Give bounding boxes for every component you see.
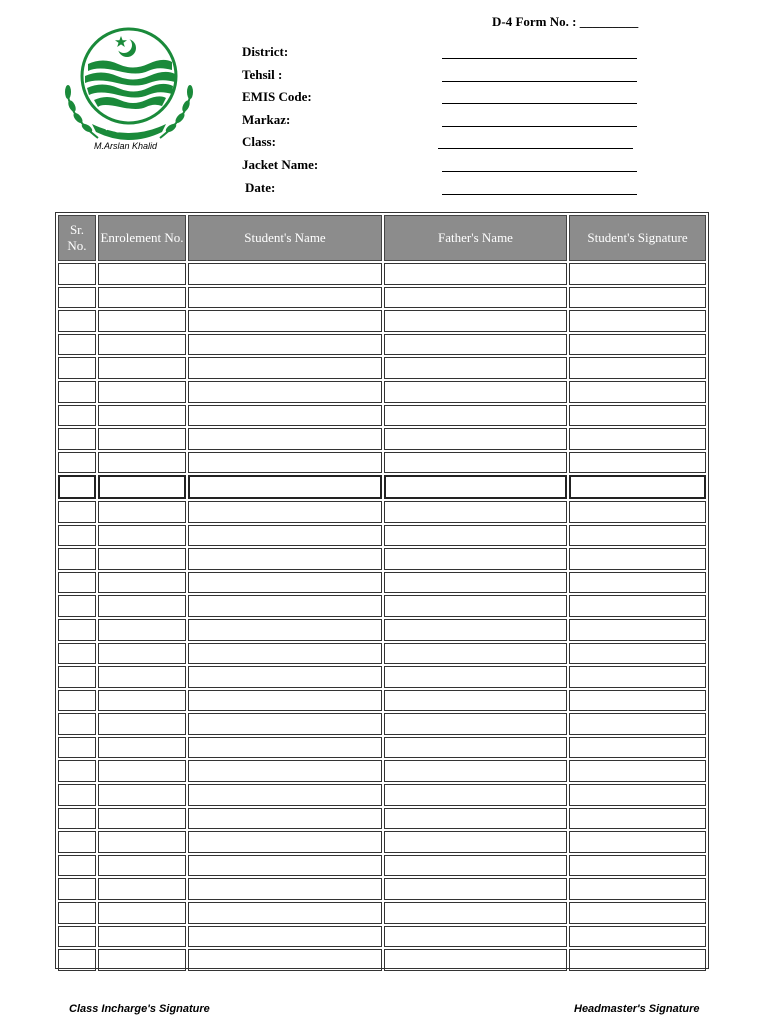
table-cell[interactable] [188, 357, 382, 379]
table-cell[interactable] [384, 949, 567, 971]
table-cell[interactable] [569, 334, 706, 356]
table-cell[interactable] [384, 310, 567, 332]
tehsil-blank[interactable] [442, 67, 637, 82]
markaz-label: Markaz: [242, 111, 291, 127]
table-cell[interactable] [58, 643, 96, 665]
author-caption: M.Arslan Khalid [94, 141, 158, 151]
table-cell[interactable] [98, 902, 186, 924]
table-cell[interactable] [188, 428, 382, 450]
table-cell[interactable] [58, 452, 96, 474]
table-cell[interactable] [188, 310, 382, 332]
header-student-name: Student's Name [188, 215, 382, 261]
table-row [58, 525, 706, 547]
table-row [58, 713, 706, 735]
table-cell[interactable] [384, 357, 567, 379]
table-cell[interactable] [569, 713, 706, 735]
table-cell[interactable] [98, 428, 186, 450]
table-cell[interactable] [188, 831, 382, 853]
table-cell[interactable] [188, 926, 382, 948]
table-cell[interactable] [384, 475, 567, 499]
school-info-fields [242, 44, 662, 202]
table-cell[interactable] [188, 713, 382, 735]
punjab-government-seal-icon [58, 26, 200, 156]
table-row [58, 690, 706, 712]
table-row [58, 357, 706, 379]
table-row [58, 475, 706, 499]
table-cell[interactable] [384, 287, 567, 309]
table-cell[interactable] [569, 310, 706, 332]
table-cell[interactable] [188, 902, 382, 924]
table-cell[interactable] [569, 525, 706, 547]
table-cell[interactable] [384, 572, 567, 594]
header-father-name: Father's Name [384, 215, 567, 261]
jacket-name-blank[interactable] [442, 157, 637, 172]
table-cell[interactable] [58, 926, 96, 948]
class-label: Class: [242, 134, 276, 150]
table-row [58, 760, 706, 782]
table-cell[interactable] [58, 405, 96, 427]
table-cell[interactable] [384, 760, 567, 782]
table-cell[interactable] [188, 475, 382, 499]
table-cell[interactable] [188, 287, 382, 309]
table-cell[interactable] [569, 572, 706, 594]
table-cell[interactable] [58, 784, 96, 806]
markaz-field [242, 112, 662, 135]
table-cell[interactable] [569, 760, 706, 782]
table-cell[interactable] [188, 784, 382, 806]
table-cell[interactable] [569, 619, 706, 641]
table-cell[interactable] [569, 428, 706, 450]
table-cell[interactable] [384, 713, 567, 735]
table-cell[interactable] [98, 784, 186, 806]
table-cell[interactable] [98, 525, 186, 547]
table-cell[interactable] [569, 784, 706, 806]
table-cell[interactable] [188, 572, 382, 594]
table-cell[interactable] [188, 878, 382, 900]
table-cell[interactable] [188, 619, 382, 641]
table-cell[interactable] [98, 713, 186, 735]
table-row [58, 784, 706, 806]
table-cell[interactable] [58, 501, 96, 523]
table-cell[interactable] [384, 334, 567, 356]
table-cell[interactable] [384, 381, 567, 403]
table-cell[interactable] [98, 452, 186, 474]
table-cell[interactable] [188, 666, 382, 688]
table-cell[interactable] [384, 428, 567, 450]
table-cell[interactable] [188, 690, 382, 712]
table-row [58, 452, 706, 474]
table-cell[interactable] [384, 548, 567, 570]
class-field [242, 134, 662, 157]
tehsil-field [242, 67, 662, 90]
table-cell[interactable] [58, 949, 96, 971]
table-cell[interactable] [569, 949, 706, 971]
table-cell[interactable] [58, 595, 96, 617]
table-cell[interactable] [58, 831, 96, 853]
table-cell[interactable] [188, 263, 382, 285]
table-cell[interactable] [188, 381, 382, 403]
table-cell[interactable] [569, 475, 706, 499]
table-cell[interactable] [188, 525, 382, 547]
table-row [58, 808, 706, 830]
table-cell[interactable] [98, 475, 186, 499]
district-blank[interactable] [442, 44, 637, 59]
table-cell[interactable] [569, 381, 706, 403]
table-cell[interactable] [384, 263, 567, 285]
table-cell[interactable] [58, 878, 96, 900]
table-row [58, 405, 706, 427]
table-cell[interactable] [98, 405, 186, 427]
table-cell[interactable] [98, 334, 186, 356]
emis-code-field [242, 89, 662, 112]
table-cell[interactable] [98, 357, 186, 379]
table-cell[interactable] [58, 357, 96, 379]
table-row [58, 666, 706, 688]
table-cell[interactable] [58, 808, 96, 830]
table-cell[interactable] [58, 287, 96, 309]
header-enrolement-no: Enrolement No. [98, 215, 186, 261]
table-row [58, 334, 706, 356]
table-cell[interactable] [98, 287, 186, 309]
table-cell[interactable] [58, 263, 96, 285]
table-cell[interactable] [188, 452, 382, 474]
table-row [58, 902, 706, 924]
table-cell[interactable] [384, 808, 567, 830]
table-cell[interactable] [58, 619, 96, 641]
table-row [58, 831, 706, 853]
table-row [58, 855, 706, 877]
table-row [58, 287, 706, 309]
table-cell[interactable] [58, 381, 96, 403]
table-cell[interactable] [384, 926, 567, 948]
table-cell[interactable] [188, 643, 382, 665]
table-row [58, 595, 706, 617]
table-cell[interactable] [58, 572, 96, 594]
table-cell[interactable] [98, 737, 186, 759]
table-cell[interactable] [58, 310, 96, 332]
table-cell[interactable] [98, 595, 186, 617]
jacket-name-field [242, 157, 662, 180]
table-cell[interactable] [384, 878, 567, 900]
table-cell[interactable] [384, 619, 567, 641]
date-label: Date: [245, 179, 276, 195]
table-cell[interactable] [188, 760, 382, 782]
table-cell[interactable] [58, 666, 96, 688]
table-row [58, 263, 706, 285]
table-cell[interactable] [58, 737, 96, 759]
table-cell[interactable] [384, 501, 567, 523]
table-cell[interactable] [569, 855, 706, 877]
form-number: D-4 Form No. : _________ [492, 14, 639, 29]
tehsil-label: Tehsil : [242, 66, 283, 82]
table-row [58, 949, 706, 971]
table-cell[interactable] [569, 357, 706, 379]
table-header-row [58, 215, 706, 261]
table-cell[interactable] [384, 405, 567, 427]
table-cell[interactable] [569, 263, 706, 285]
table-cell[interactable] [384, 525, 567, 547]
emis-code-blank[interactable] [442, 89, 637, 104]
table-cell[interactable] [98, 926, 186, 948]
table-cell[interactable] [188, 548, 382, 570]
table-cell[interactable] [384, 690, 567, 712]
table-cell[interactable] [569, 501, 706, 523]
jacket-name-label: Jacket Name: [242, 156, 319, 172]
table-cell[interactable] [98, 666, 186, 688]
table-cell[interactable] [188, 501, 382, 523]
table-cell[interactable] [569, 405, 706, 427]
table-row [58, 381, 706, 403]
date-field [242, 180, 662, 203]
table-cell[interactable] [384, 784, 567, 806]
table-cell[interactable] [569, 902, 706, 924]
table-row [58, 878, 706, 900]
table-row [58, 501, 706, 523]
headmaster-signature: Headmaster's Signature [574, 1003, 700, 1015]
table-cell[interactable] [569, 737, 706, 759]
table-cell[interactable] [569, 666, 706, 688]
district-label: District: [242, 44, 289, 59]
table-cell[interactable] [98, 548, 186, 570]
emis-code-label: EMIS Code: [242, 89, 312, 105]
table-row [58, 572, 706, 594]
table-cell[interactable] [569, 643, 706, 665]
table-cell[interactable] [188, 737, 382, 759]
table-cell[interactable] [58, 548, 96, 570]
header-student-signature: Student's Signature [569, 215, 706, 261]
table-cell[interactable] [188, 595, 382, 617]
table-row [58, 926, 706, 948]
table-cell[interactable] [569, 690, 706, 712]
table-cell[interactable] [98, 572, 186, 594]
table-cell[interactable] [98, 760, 186, 782]
table-cell[interactable] [98, 831, 186, 853]
table-cell[interactable] [384, 902, 567, 924]
table-cell[interactable] [98, 855, 186, 877]
student-roster-table [55, 212, 709, 969]
table-cell[interactable] [188, 405, 382, 427]
class-incharge-signature: Class Incharge's Signature [69, 1003, 210, 1015]
table-row [58, 643, 706, 665]
table-cell[interactable] [384, 666, 567, 688]
table-cell[interactable] [98, 949, 186, 971]
table-cell[interactable] [98, 501, 186, 523]
table-cell[interactable] [569, 878, 706, 900]
table-cell[interactable] [188, 855, 382, 877]
table-cell[interactable] [98, 381, 186, 403]
table-cell[interactable] [98, 643, 186, 665]
table-cell[interactable] [384, 737, 567, 759]
table-cell[interactable] [58, 713, 96, 735]
table-cell[interactable] [569, 831, 706, 853]
table-row [58, 428, 706, 450]
table-row [58, 310, 706, 332]
date-blank[interactable] [442, 180, 637, 195]
class-blank[interactable] [438, 134, 633, 149]
table-cell[interactable] [384, 855, 567, 877]
table-cell[interactable] [569, 808, 706, 830]
table-cell[interactable] [58, 760, 96, 782]
table-row [58, 619, 706, 641]
markaz-blank[interactable] [442, 112, 637, 127]
table-cell[interactable] [58, 428, 96, 450]
table-cell[interactable] [188, 334, 382, 356]
table-cell[interactable] [98, 263, 186, 285]
header-sr-no: Sr. No. [58, 215, 96, 261]
table-cell[interactable] [569, 548, 706, 570]
table-cell[interactable] [384, 643, 567, 665]
table-cell[interactable] [188, 949, 382, 971]
table-row [58, 737, 706, 759]
table-cell[interactable] [58, 902, 96, 924]
table-cell[interactable] [58, 475, 96, 499]
table-cell[interactable] [384, 595, 567, 617]
table-cell[interactable] [98, 878, 186, 900]
district-field [242, 44, 662, 67]
table-cell[interactable] [569, 287, 706, 309]
table-cell[interactable] [569, 595, 706, 617]
table-cell[interactable] [384, 452, 567, 474]
table-cell[interactable] [58, 525, 96, 547]
table-cell[interactable] [98, 310, 186, 332]
table-cell[interactable] [58, 334, 96, 356]
table-cell[interactable] [98, 690, 186, 712]
table-cell[interactable] [569, 452, 706, 474]
table-cell[interactable] [58, 855, 96, 877]
table-cell[interactable] [569, 926, 706, 948]
table-row [58, 548, 706, 570]
table-cell[interactable] [384, 831, 567, 853]
table-cell[interactable] [98, 808, 186, 830]
table-cell[interactable] [58, 690, 96, 712]
table-cell[interactable] [188, 808, 382, 830]
table-cell[interactable] [98, 619, 186, 641]
